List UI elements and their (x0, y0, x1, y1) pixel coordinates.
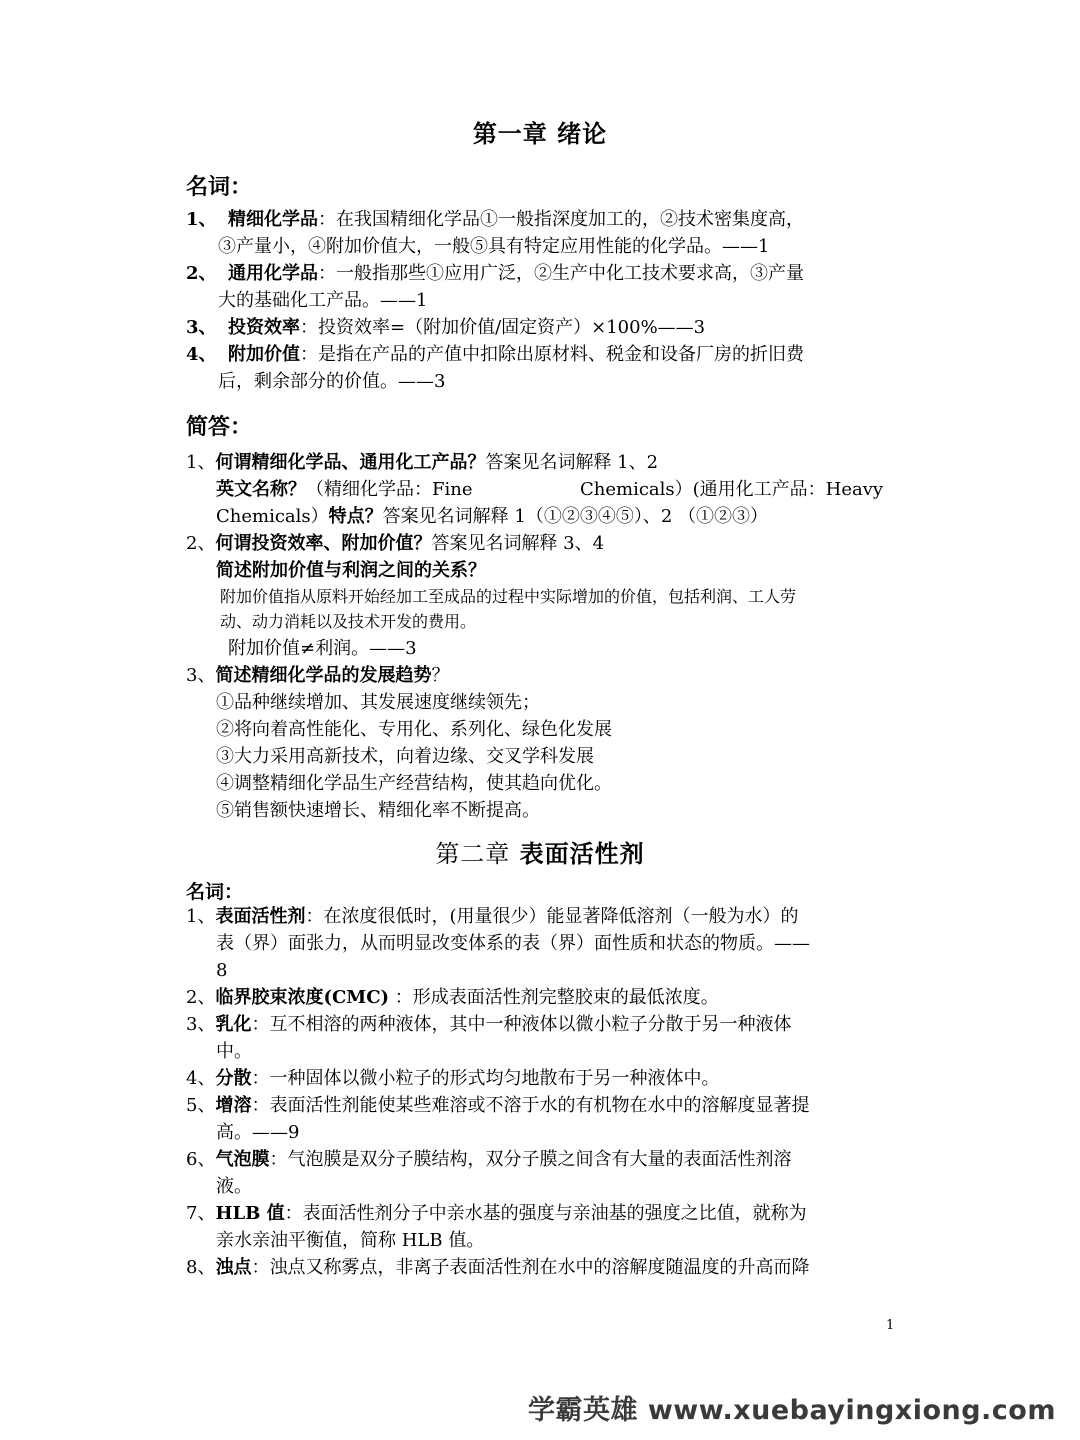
noun-item: 8、浊点：浊点又称雾点，非离子表面活性剂在水中的溶解度随温度的升高而降 (186, 1257, 810, 1278)
chapter2-nouns-heading: 名词： (186, 881, 244, 903)
qa-item: 2、何谓投资效率、附加价值？答案见名词解释 3、4 (186, 533, 605, 554)
qa-answer: 附加价值指从原料开始经加工至成品的过程中实际增加的价值，包括利润、工人劳 (220, 587, 797, 606)
noun-item-cont: 高。——9 (216, 1122, 300, 1143)
noun-item: 1、 精细化学品：在我国精细化学品①一般指深度加工的，②技术密集度高， (186, 209, 804, 230)
qa-item: 3、简述精细化学品的发展趋势？ (186, 665, 450, 686)
noun-item-cont: 后，剩余部分的价值。——3 (218, 371, 446, 392)
chapter1-nouns-heading: 名词： (186, 174, 253, 200)
trend-item: ③大力采用高新技术，向着边缘、交叉学科发展 (216, 746, 594, 767)
noun-item: 3、 投资效率：投资效率=（附加价值/固定资产）×100%——3 (186, 317, 706, 338)
qa-item-cont: Chemicals）特点？答案见名词解释 1（①②③④⑤）、2 （①②③） (216, 506, 769, 527)
page-number: 1 (886, 1318, 895, 1333)
noun-item-cont: 液。 (216, 1176, 252, 1197)
qa-answer: 附加价值≠利润。——3 (228, 638, 417, 659)
qa-item: 1、何谓精细化学品、通用化工产品？答案见名词解释 1、2 (186, 452, 659, 473)
qa-item-cont: 英文名称？（精细化学品：Fine (216, 479, 473, 500)
noun-item: 7、HLB 值：表面活性剂分子中亲水基的强度与亲油基的强度之比值，就称为 (186, 1203, 807, 1224)
noun-item: 2、临界胶束浓度(CMC) ：形成表面活性剂完整胶束的最低浓度。 (186, 987, 719, 1008)
trend-item: ①品种继续增加、其发展速度继续领先； (216, 692, 540, 713)
trend-item: ④调整精细化学品生产经营结构，使其趋向优化。 (216, 773, 612, 794)
noun-item: 4、分散：一种固体以微小粒子的形式均匀地散布于另一种液体中。 (186, 1068, 720, 1089)
qa-item-cont: 简述附加价值与利润之间的关系？ (216, 560, 486, 581)
noun-item: 1、表面活性剂：在浓度很低时，(用量很少）能显著降低溶剂（一般为水）的 (186, 906, 799, 927)
qa-answer: 动、动力消耗以及技术开发的费用。 (220, 612, 477, 631)
noun-item-cont: ③产量小，④附加价值大，一般⑤具有特定应用性能的化学品。——1 (218, 236, 770, 257)
noun-item-cont: 亲水亲油平衡值，简称 HLB 值。 (216, 1230, 485, 1251)
noun-item: 2、 通用化学品：一般指那些①应用广泛，②生产中化工技术要求高，③产量 (186, 263, 804, 284)
noun-item: 4、 附加价值：是指在产品的产值中扣除出原材料、税金和设备厂房的折旧费 (186, 344, 804, 365)
noun-item-cont: 中。 (216, 1041, 252, 1062)
noun-item: 5、增溶：表面活性剂能使某些难溶或不溶于水的有机物在水中的溶解度显著提 (186, 1095, 810, 1116)
noun-item: 3、乳化：互不相溶的两种液体，其中一种液体以微小粒子分散于另一种液体 (186, 1014, 792, 1035)
noun-item-cont: 8 (216, 960, 228, 981)
trend-item: ⑤销售额快速增长、精细化率不断提高。 (216, 800, 540, 821)
noun-item: 6、气泡膜：气泡膜是双分子膜结构，双分子膜之间含有大量的表面活性剂溶 (186, 1149, 792, 1170)
chapter1-qa-heading: 简答： (186, 414, 253, 440)
noun-item-cont: 大的基础化工产品。——1 (218, 290, 428, 311)
chapter2-title: 第二章 表面活性剂 (435, 839, 645, 868)
qa-item-cont: Chemicals）(通用化工产品：Heavy (580, 479, 884, 500)
chapter1-title: 第一章 绪论 (472, 119, 608, 148)
trend-item: ②将向着高性能化、专用化、系列化、绿色化发展 (216, 719, 612, 740)
site-watermark: 学霸英雄 www.xuebayingxiong.com (527, 1395, 1056, 1426)
noun-item-cont: 表（界）面张力，从而明显改变体系的表（界）面性质和状态的物质。—— (216, 933, 810, 954)
